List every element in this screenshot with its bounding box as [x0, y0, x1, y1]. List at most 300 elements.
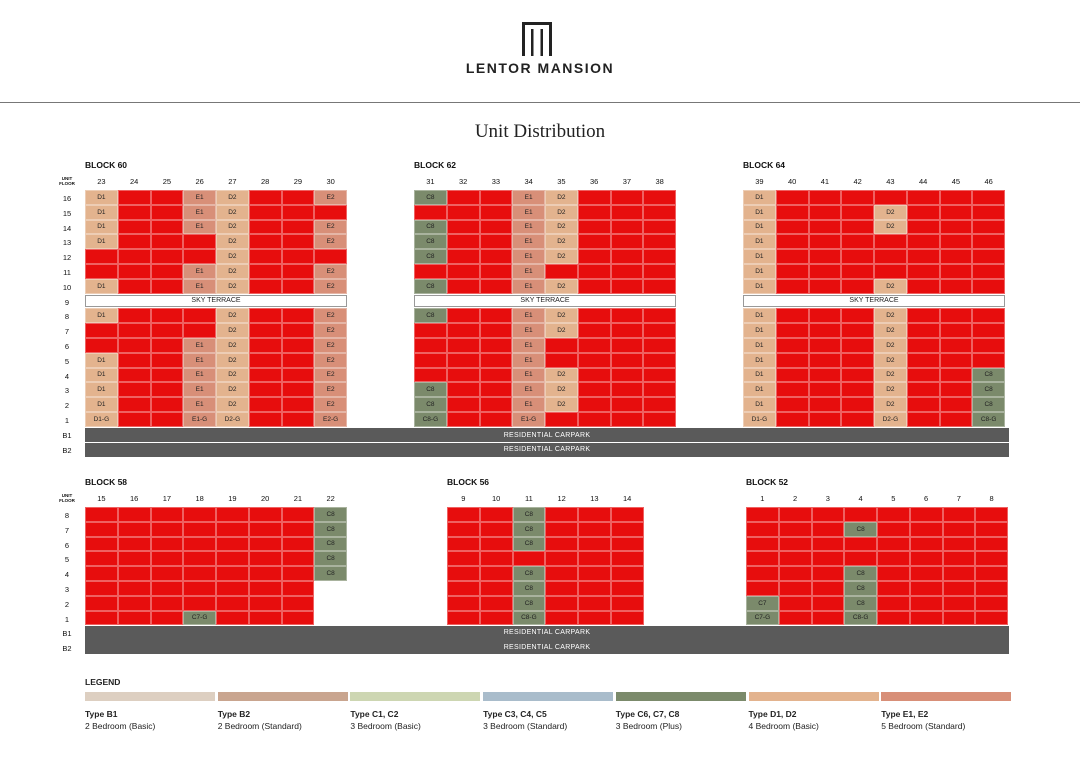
unit-cell[interactable] [611, 611, 644, 626]
unit-cell[interactable] [85, 507, 118, 522]
unit-cell[interactable] [643, 338, 676, 353]
unit-cell[interactable] [447, 611, 480, 626]
unit-cell[interactable]: C8 [314, 507, 347, 522]
unit-cell[interactable] [118, 611, 151, 626]
unit-cell[interactable]: E1 [183, 264, 216, 279]
unit-cell[interactable]: E2-G [314, 412, 347, 427]
unit-cell[interactable] [907, 264, 940, 279]
unit-cell[interactable] [151, 205, 184, 220]
unit-cell[interactable]: D1 [85, 382, 118, 397]
unit-cell[interactable]: E1 [183, 397, 216, 412]
unit-cell[interactable] [611, 566, 644, 581]
unit-cell[interactable] [643, 190, 676, 205]
unit-cell[interactable] [151, 264, 184, 279]
unit-cell[interactable] [910, 581, 943, 596]
unit-cell[interactable]: C8-G [972, 412, 1005, 427]
unit-cell[interactable] [118, 596, 151, 611]
unit-cell[interactable] [943, 611, 976, 626]
unit-cell[interactable] [841, 264, 874, 279]
unit-cell[interactable]: D1 [743, 368, 776, 383]
unit-cell[interactable] [249, 220, 282, 235]
unit-cell[interactable]: C8 [314, 522, 347, 537]
unit-cell[interactable] [118, 308, 151, 323]
unit-cell[interactable]: D2 [545, 397, 578, 412]
unit-cell[interactable] [877, 537, 910, 552]
unit-cell[interactable]: D1-G [85, 412, 118, 427]
unit-cell[interactable] [907, 323, 940, 338]
unit-cell[interactable] [841, 382, 874, 397]
unit-cell[interactable]: D2 [874, 308, 907, 323]
unit-cell[interactable] [545, 551, 578, 566]
unit-cell[interactable] [578, 397, 611, 412]
unit-cell[interactable] [841, 368, 874, 383]
unit-cell[interactable]: C8 [414, 279, 447, 294]
unit-cell[interactable] [447, 264, 480, 279]
unit-cell[interactable] [643, 382, 676, 397]
unit-cell[interactable] [282, 397, 315, 412]
unit-cell[interactable] [578, 323, 611, 338]
unit-cell[interactable] [447, 522, 480, 537]
unit-cell[interactable] [611, 596, 644, 611]
unit-cell[interactable] [85, 249, 118, 264]
unit-cell[interactable]: C8-G [513, 611, 546, 626]
unit-cell[interactable] [480, 264, 513, 279]
unit-cell[interactable] [776, 323, 809, 338]
unit-cell[interactable] [249, 611, 282, 626]
unit-cell[interactable] [282, 323, 315, 338]
unit-cell[interactable] [809, 323, 842, 338]
unit-cell[interactable] [282, 338, 315, 353]
unit-cell[interactable] [447, 566, 480, 581]
unit-cell[interactable]: C8 [513, 596, 546, 611]
unit-cell[interactable] [578, 566, 611, 581]
unit-cell[interactable] [809, 382, 842, 397]
unit-cell[interactable] [151, 522, 184, 537]
unit-cell[interactable]: D2 [874, 397, 907, 412]
unit-cell[interactable] [907, 338, 940, 353]
unit-cell[interactable] [249, 205, 282, 220]
unit-cell[interactable] [151, 566, 184, 581]
unit-cell[interactable] [249, 507, 282, 522]
unit-cell[interactable] [447, 382, 480, 397]
unit-cell[interactable] [249, 323, 282, 338]
unit-cell[interactable]: C8 [314, 537, 347, 552]
unit-cell[interactable]: D2-G [874, 412, 907, 427]
unit-cell[interactable] [282, 190, 315, 205]
unit-cell[interactable] [118, 264, 151, 279]
unit-cell[interactable] [118, 522, 151, 537]
unit-cell[interactable] [151, 279, 184, 294]
unit-cell[interactable] [776, 308, 809, 323]
unit-cell[interactable]: D2 [874, 368, 907, 383]
unit-cell[interactable]: D2 [545, 279, 578, 294]
unit-cell[interactable] [975, 581, 1008, 596]
unit-cell[interactable] [447, 412, 480, 427]
unit-cell[interactable] [578, 220, 611, 235]
unit-cell[interactable]: D2 [874, 382, 907, 397]
unit-cell[interactable] [447, 596, 480, 611]
unit-cell[interactable] [943, 581, 976, 596]
unit-cell[interactable] [282, 507, 315, 522]
unit-cell[interactable] [578, 205, 611, 220]
unit-cell[interactable] [414, 205, 447, 220]
unit-cell[interactable]: D2 [216, 205, 249, 220]
unit-cell[interactable] [812, 537, 845, 552]
unit-cell[interactable]: D2 [545, 190, 578, 205]
unit-cell[interactable] [249, 522, 282, 537]
unit-cell[interactable] [480, 368, 513, 383]
unit-cell[interactable] [249, 397, 282, 412]
unit-cell[interactable]: D2 [216, 338, 249, 353]
unit-cell[interactable]: D1 [743, 279, 776, 294]
unit-cell[interactable] [151, 308, 184, 323]
unit-cell[interactable] [972, 234, 1005, 249]
unit-cell[interactable]: E2 [314, 353, 347, 368]
unit-cell[interactable] [779, 522, 812, 537]
unit-cell[interactable] [643, 323, 676, 338]
unit-cell[interactable] [877, 566, 910, 581]
unit-cell[interactable]: D2 [874, 205, 907, 220]
unit-cell[interactable] [480, 596, 513, 611]
unit-cell[interactable] [480, 382, 513, 397]
unit-cell[interactable] [282, 566, 315, 581]
unit-cell[interactable] [776, 234, 809, 249]
unit-cell[interactable]: D2 [545, 220, 578, 235]
unit-cell[interactable] [249, 368, 282, 383]
unit-cell[interactable] [812, 522, 845, 537]
unit-cell[interactable] [907, 249, 940, 264]
unit-cell[interactable] [975, 522, 1008, 537]
unit-cell[interactable]: E1-G [183, 412, 216, 427]
unit-cell[interactable]: D1 [743, 234, 776, 249]
unit-cell[interactable] [841, 397, 874, 412]
unit-cell[interactable]: D2 [216, 234, 249, 249]
unit-cell[interactable] [183, 249, 216, 264]
unit-cell[interactable]: E2 [314, 382, 347, 397]
unit-cell[interactable] [910, 551, 943, 566]
unit-cell[interactable] [643, 279, 676, 294]
unit-cell[interactable] [183, 522, 216, 537]
unit-cell[interactable] [249, 537, 282, 552]
unit-cell[interactable] [447, 234, 480, 249]
unit-cell[interactable] [943, 596, 976, 611]
unit-cell[interactable] [776, 382, 809, 397]
unit-cell[interactable]: E1 [183, 279, 216, 294]
unit-cell[interactable] [611, 412, 644, 427]
unit-cell[interactable] [414, 323, 447, 338]
unit-cell[interactable] [877, 611, 910, 626]
unit-cell[interactable] [611, 382, 644, 397]
unit-cell[interactable] [578, 190, 611, 205]
unit-cell[interactable] [282, 551, 315, 566]
unit-cell[interactable] [578, 522, 611, 537]
unit-cell[interactable] [578, 596, 611, 611]
unit-cell[interactable] [216, 566, 249, 581]
unit-cell[interactable]: D2 [545, 249, 578, 264]
unit-cell[interactable] [216, 551, 249, 566]
unit-cell[interactable]: E1 [183, 382, 216, 397]
unit-cell[interactable] [447, 507, 480, 522]
unit-cell[interactable] [972, 205, 1005, 220]
unit-cell[interactable] [216, 537, 249, 552]
unit-cell[interactable]: D2 [216, 308, 249, 323]
unit-cell[interactable]: E2 [314, 397, 347, 412]
unit-cell[interactable]: C8 [844, 522, 877, 537]
unit-cell[interactable]: C8 [414, 190, 447, 205]
unit-cell[interactable] [809, 397, 842, 412]
unit-cell[interactable] [118, 205, 151, 220]
unit-cell[interactable]: D1 [85, 220, 118, 235]
unit-cell[interactable]: E1 [183, 190, 216, 205]
unit-cell[interactable] [249, 566, 282, 581]
unit-cell[interactable] [841, 190, 874, 205]
unit-cell[interactable] [611, 353, 644, 368]
unit-cell[interactable]: D1 [743, 397, 776, 412]
unit-cell[interactable] [779, 566, 812, 581]
unit-cell[interactable] [578, 382, 611, 397]
unit-cell[interactable] [776, 412, 809, 427]
unit-cell[interactable]: D2 [216, 323, 249, 338]
unit-cell[interactable] [578, 353, 611, 368]
unit-cell[interactable] [943, 551, 976, 566]
unit-cell[interactable] [877, 507, 910, 522]
unit-cell[interactable] [183, 566, 216, 581]
unit-cell[interactable] [249, 382, 282, 397]
unit-cell[interactable]: C8 [414, 220, 447, 235]
unit-cell[interactable] [940, 353, 973, 368]
unit-cell[interactable] [841, 338, 874, 353]
unit-cell[interactable] [844, 551, 877, 566]
unit-cell[interactable]: D2 [216, 220, 249, 235]
unit-cell[interactable] [578, 507, 611, 522]
unit-cell[interactable] [480, 507, 513, 522]
unit-cell[interactable] [841, 279, 874, 294]
unit-cell[interactable]: E1 [512, 205, 545, 220]
unit-cell[interactable] [972, 353, 1005, 368]
unit-cell[interactable]: C8 [414, 308, 447, 323]
unit-cell[interactable] [447, 537, 480, 552]
unit-cell[interactable]: C7-G [746, 611, 779, 626]
unit-cell[interactable] [940, 323, 973, 338]
unit-cell[interactable] [779, 611, 812, 626]
unit-cell[interactable]: E1-G [512, 412, 545, 427]
unit-cell[interactable]: E2 [314, 234, 347, 249]
unit-cell[interactable] [812, 596, 845, 611]
unit-cell[interactable] [812, 507, 845, 522]
unit-cell[interactable] [249, 581, 282, 596]
unit-cell[interactable]: E1 [512, 234, 545, 249]
unit-cell[interactable] [118, 551, 151, 566]
unit-cell[interactable]: D2 [874, 323, 907, 338]
unit-cell[interactable] [776, 338, 809, 353]
unit-cell[interactable] [282, 205, 315, 220]
unit-cell[interactable] [282, 368, 315, 383]
unit-cell[interactable] [480, 234, 513, 249]
unit-cell[interactable]: C8 [513, 507, 546, 522]
unit-cell[interactable] [877, 581, 910, 596]
unit-cell[interactable] [282, 264, 315, 279]
unit-cell[interactable] [611, 279, 644, 294]
unit-cell[interactable]: E1 [512, 308, 545, 323]
unit-cell[interactable] [118, 234, 151, 249]
unit-cell[interactable] [282, 308, 315, 323]
unit-cell[interactable]: D1 [85, 205, 118, 220]
unit-cell[interactable] [812, 581, 845, 596]
unit-cell[interactable] [776, 205, 809, 220]
unit-cell[interactable] [216, 611, 249, 626]
unit-cell[interactable]: D2-G [216, 412, 249, 427]
unit-cell[interactable] [249, 353, 282, 368]
unit-cell[interactable] [943, 522, 976, 537]
unit-cell[interactable] [480, 551, 513, 566]
unit-cell[interactable] [118, 507, 151, 522]
unit-cell[interactable] [907, 190, 940, 205]
unit-cell[interactable] [809, 264, 842, 279]
unit-cell[interactable] [812, 611, 845, 626]
unit-cell[interactable] [611, 308, 644, 323]
unit-cell[interactable] [480, 353, 513, 368]
unit-cell[interactable] [643, 412, 676, 427]
unit-cell[interactable] [447, 581, 480, 596]
unit-cell[interactable] [907, 220, 940, 235]
unit-cell[interactable]: C8 [513, 522, 546, 537]
unit-cell[interactable] [447, 323, 480, 338]
unit-cell[interactable] [975, 507, 1008, 522]
unit-cell[interactable] [282, 611, 315, 626]
unit-cell[interactable]: C8 [844, 596, 877, 611]
unit-cell[interactable] [249, 264, 282, 279]
unit-cell[interactable]: D1 [743, 190, 776, 205]
unit-cell[interactable] [118, 581, 151, 596]
unit-cell[interactable]: D1 [85, 308, 118, 323]
unit-cell[interactable] [151, 507, 184, 522]
unit-cell[interactable]: E2 [314, 190, 347, 205]
unit-cell[interactable] [85, 264, 118, 279]
unit-cell[interactable]: D1 [85, 397, 118, 412]
unit-cell[interactable]: C8 [844, 581, 877, 596]
unit-cell[interactable]: E1 [512, 382, 545, 397]
unit-cell[interactable] [972, 323, 1005, 338]
unit-cell[interactable] [480, 338, 513, 353]
unit-cell[interactable] [480, 522, 513, 537]
unit-cell[interactable] [841, 234, 874, 249]
unit-cell[interactable] [282, 596, 315, 611]
unit-cell[interactable] [910, 537, 943, 552]
unit-cell[interactable]: C8 [972, 368, 1005, 383]
unit-cell[interactable]: E1 [512, 264, 545, 279]
unit-cell[interactable]: D2 [216, 279, 249, 294]
unit-cell[interactable] [844, 507, 877, 522]
unit-cell[interactable] [578, 611, 611, 626]
unit-cell[interactable] [249, 249, 282, 264]
unit-cell[interactable]: C8 [414, 382, 447, 397]
unit-cell[interactable] [85, 551, 118, 566]
unit-cell[interactable] [611, 234, 644, 249]
unit-cell[interactable] [480, 249, 513, 264]
unit-cell[interactable] [480, 323, 513, 338]
unit-cell[interactable]: E1 [512, 249, 545, 264]
unit-cell[interactable] [809, 205, 842, 220]
unit-cell[interactable]: D2 [216, 397, 249, 412]
unit-cell[interactable] [975, 566, 1008, 581]
unit-cell[interactable] [611, 507, 644, 522]
unit-cell[interactable]: E1 [183, 220, 216, 235]
unit-cell[interactable] [874, 190, 907, 205]
unit-cell[interactable] [972, 220, 1005, 235]
unit-cell[interactable] [151, 338, 184, 353]
unit-cell[interactable] [151, 234, 184, 249]
unit-cell[interactable] [151, 323, 184, 338]
unit-cell[interactable] [480, 581, 513, 596]
unit-cell[interactable] [183, 596, 216, 611]
unit-cell[interactable]: E2 [314, 279, 347, 294]
unit-cell[interactable] [249, 308, 282, 323]
unit-cell[interactable]: C8 [314, 566, 347, 581]
unit-cell[interactable] [447, 338, 480, 353]
unit-cell[interactable] [809, 234, 842, 249]
unit-cell[interactable]: C8 [972, 397, 1005, 412]
unit-cell[interactable] [447, 353, 480, 368]
unit-cell[interactable] [513, 551, 546, 566]
unit-cell[interactable]: E1 [512, 397, 545, 412]
unit-cell[interactable] [282, 537, 315, 552]
unit-cell[interactable] [480, 190, 513, 205]
unit-cell[interactable] [545, 353, 578, 368]
unit-cell[interactable] [940, 205, 973, 220]
unit-cell[interactable]: C8 [314, 551, 347, 566]
unit-cell[interactable] [480, 279, 513, 294]
unit-cell[interactable]: D1 [85, 234, 118, 249]
unit-cell[interactable]: D2 [216, 264, 249, 279]
unit-cell[interactable] [611, 249, 644, 264]
unit-cell[interactable] [940, 220, 973, 235]
unit-cell[interactable]: D2 [874, 338, 907, 353]
unit-cell[interactable] [216, 581, 249, 596]
unit-cell[interactable] [151, 368, 184, 383]
unit-cell[interactable] [578, 537, 611, 552]
unit-cell[interactable] [480, 611, 513, 626]
unit-cell[interactable] [282, 279, 315, 294]
unit-cell[interactable] [118, 338, 151, 353]
unit-cell[interactable] [841, 412, 874, 427]
unit-cell[interactable] [85, 581, 118, 596]
unit-cell[interactable] [776, 190, 809, 205]
unit-cell[interactable] [940, 412, 973, 427]
unit-cell[interactable] [779, 537, 812, 552]
unit-cell[interactable] [972, 308, 1005, 323]
unit-cell[interactable] [874, 249, 907, 264]
unit-cell[interactable] [414, 264, 447, 279]
unit-cell[interactable] [249, 551, 282, 566]
unit-cell[interactable]: E1 [183, 353, 216, 368]
unit-cell[interactable] [85, 522, 118, 537]
unit-cell[interactable] [216, 522, 249, 537]
unit-cell[interactable] [809, 249, 842, 264]
unit-cell[interactable] [151, 353, 184, 368]
unit-cell[interactable] [183, 581, 216, 596]
unit-cell[interactable] [118, 249, 151, 264]
unit-cell[interactable] [809, 353, 842, 368]
unit-cell[interactable] [910, 522, 943, 537]
unit-cell[interactable] [643, 397, 676, 412]
unit-cell[interactable] [907, 412, 940, 427]
unit-cell[interactable] [118, 190, 151, 205]
unit-cell[interactable] [611, 323, 644, 338]
unit-cell[interactable] [85, 338, 118, 353]
unit-cell[interactable]: D1 [743, 205, 776, 220]
unit-cell[interactable] [643, 308, 676, 323]
unit-cell[interactable]: E1 [183, 338, 216, 353]
